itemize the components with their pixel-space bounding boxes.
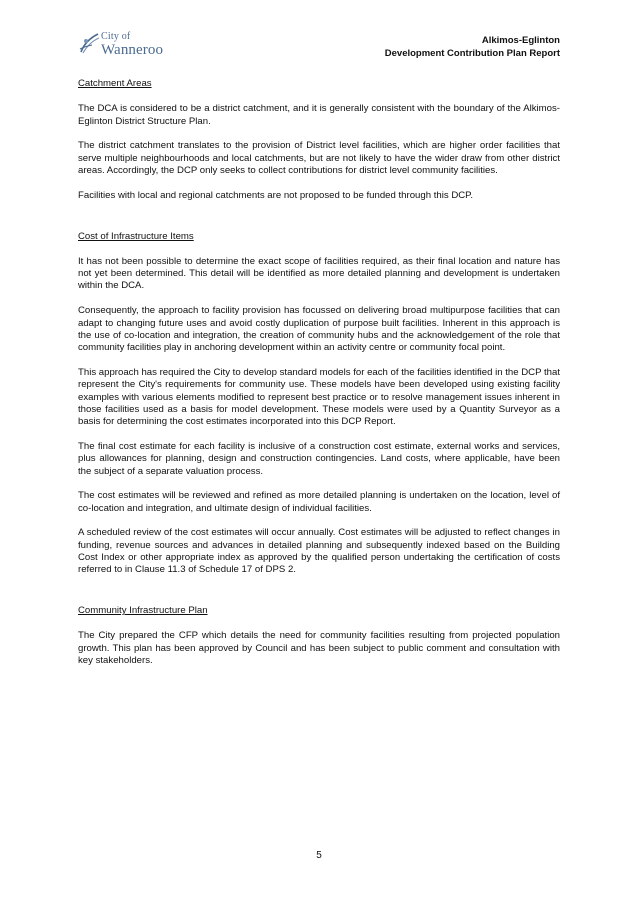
section-community-infrastructure-plan — [78, 605, 560, 667]
paragraph: A scheduled review of the cost estimates will occur annually. Cost estimates will be adjusted to reflect changes in funding, revenue sources and advances in detailed planning and subsequently indexed based on the Building Cost Index or other appropriate index as approved by the qualified person undertaking the certification of costs referred to in Clause 11.3 of Schedule 17 of DPS 2. — [78, 527, 560, 576]
city-logo — [78, 30, 178, 64]
section-catchment-areas — [78, 78, 560, 202]
report-title-line2: Development Contribution Plan Report — [384, 48, 560, 59]
page-number: 5 — [316, 850, 322, 861]
section-heading: Community Infrastructure Plan — [78, 605, 208, 617]
page-header — [78, 30, 560, 66]
city-of-wanneroo-logo-icon — [78, 32, 100, 56]
logo-city-text: City of — [101, 31, 131, 42]
paragraph: The district catchment translates to the provision of District level facilities, which are higher order facilities that serve multiple neighbourhoods and local catchments, but are not likely to have the wider draw from other district areas. Accordingly, the DCP only seeks to collect contributions for district level community facilities. — [78, 140, 560, 176]
report-title — [385, 34, 560, 60]
paragraph: The City prepared the CFP which details the need for community facilities resulting from projected population growth. This plan has been approved by Council and has been subject to public comment and consultation with key stakeholders. — [78, 630, 560, 666]
paragraph: Facilities with local and regional catchments are not proposed to be funded through this DCP. — [78, 189, 473, 201]
report-title-line1: Alkimos-Eglinton — [481, 35, 560, 46]
section-heading: Cost of Infrastructure Items — [78, 230, 194, 242]
paragraph: The DCA is considered to be a district catchment, and it is generally consistent with the boundary of the Alkimos-Eglinton District Structure Plan. — [78, 103, 560, 127]
section-heading: Catchment Areas — [78, 78, 152, 89]
paragraph: Consequently, the approach to facility provision has focussed on delivering broad multipurpose facilities that can adapt to changing future uses and avoid costly duplication of purpose built facilities. Inherent in this approach is the use of co-location and integration, the creation of community hubs and the acknowledgement of the role that community facilities play in anchoring development within an activity centre or community focal point. — [78, 305, 560, 354]
section-cost-of-infrastructure-items — [78, 231, 560, 577]
document-body — [78, 78, 560, 680]
logo-name-text: Wanneroo — [101, 42, 164, 58]
paragraph: The cost estimates will be reviewed and refined as more detailed planning is undertaken on the location, level of co-location and integration, and ultimate design of individual facilities. — [78, 490, 560, 514]
paragraph: It has not been possible to determine the exact scope of facilities required, as their final location and nature has not yet been determined. This detail will be identified as more detailed planning and development is undertaken within the DCA. — [78, 255, 560, 292]
paragraph: The final cost estimate for each facility is inclusive of a construction cost estimate, external works and services, plus allowances for planning, design and construction contingencies. Land costs, where applicable, have been the subject of a separate valuation process. — [78, 440, 560, 477]
paragraph: This approach has required the City to develop standard models for each of the facilities identified in the DCP that represent the City's requirements for community use. These models have been developed using existing facility examples with various elements modified to represent best practice or to resolve management issues inherent in those facilities used as a basis for model development. These models were used by a Quantity Surveyor as a basis for determining the cost estimates incorporated into this DCP Report. — [78, 366, 560, 428]
